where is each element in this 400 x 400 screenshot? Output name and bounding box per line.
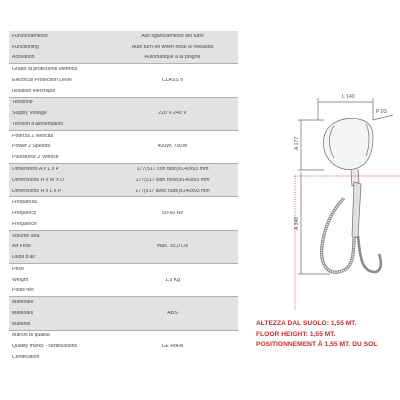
spec-value: Auto turn-on when hose is released [131, 44, 214, 50]
spec-row [9, 31, 238, 42]
floor-height-note-it: ALTEZZA DAL SUOLO: 1,55 MT. [256, 320, 357, 327]
spec-label: Tensione [12, 100, 33, 106]
spec-value: ABS [167, 310, 178, 316]
spec-row [9, 230, 238, 242]
spec-value: Allo sganciamento del tubo [141, 33, 204, 39]
spec-row [9, 108, 238, 119]
spec-label: Funzionamento [12, 33, 48, 39]
spec-row [9, 196, 238, 208]
floor-height-note-en: FLOOR HEIGHT: 1,55 MT. [256, 330, 336, 338]
spec-value: 50-60 Hz [161, 211, 184, 217]
spec-value: 177(517 with hose)x140x93 mm [135, 177, 210, 183]
spec-label: Weight [12, 277, 29, 283]
spec-row [9, 142, 238, 153]
spec-row [9, 175, 238, 186]
spec-row [9, 86, 238, 97]
spec-row [9, 319, 238, 330]
spec-row [9, 163, 238, 175]
spec-row [9, 286, 238, 297]
dryer-body [323, 118, 373, 169]
spec-row [9, 330, 238, 342]
spec-value: CLASS II [161, 77, 184, 83]
spec-value: 1,3 Kg [165, 277, 180, 283]
spec-value: 220 V-240 V [158, 111, 187, 117]
spec-label: Peso [12, 266, 24, 272]
spec-value: 177(517 con tubo)x140x93 mm [136, 166, 209, 172]
spec-row [9, 53, 238, 64]
spec-label: Fréquence [12, 221, 37, 227]
spec-label: Poids net [12, 288, 34, 294]
spec-row [9, 275, 238, 286]
spec-row [9, 263, 238, 275]
spec-row [9, 352, 238, 363]
spec-label: Débit d'air [12, 255, 36, 261]
spec-row [9, 42, 238, 53]
hose [322, 198, 354, 272]
spec-value: Automatique a la poigné [144, 55, 201, 61]
spec-label: Isolation électrique [12, 88, 56, 94]
spec-label: Poterza 2 velocità [12, 133, 54, 139]
spec-label: Frequenza [12, 200, 37, 206]
floor-height-line [295, 176, 400, 310]
spec-label: Electrical Protection Level [12, 77, 72, 83]
spec-value: max. 30,0 L/s [156, 244, 189, 250]
spec-label: Power 2 Speeds [12, 144, 51, 150]
spec-label: Materiale [12, 300, 34, 306]
spec-label: Volume aria [12, 233, 40, 239]
hose-label: A 340 [294, 216, 300, 230]
spec-row [9, 63, 238, 75]
spec-row [9, 208, 238, 219]
spec-row [9, 97, 238, 109]
spec-value: 177(517 avec tube)x140x93 mm [135, 188, 210, 194]
depth-dim-line [373, 115, 393, 120]
spec-value: 400W, 700W [157, 144, 188, 150]
product-diagram [254, 86, 400, 310]
spec-row [9, 75, 238, 86]
floor-height-notes [256, 319, 400, 351]
spec-row [9, 308, 238, 319]
spec-row [9, 119, 238, 130]
spec-label: Puissance 2 Vitesse [12, 155, 59, 161]
nozzle [352, 182, 361, 238]
spec-row [9, 252, 238, 263]
spec-value: CE RoHs [161, 344, 184, 350]
spec-row [9, 130, 238, 142]
spec-label: Materials [12, 310, 34, 316]
depth-label: P 93 [376, 109, 387, 115]
spec-row [9, 186, 238, 197]
width-label: L 140 [342, 94, 355, 100]
spec-table [9, 31, 238, 363]
spec-label: Dimensions H x W x D [12, 177, 64, 183]
spec-label: Frequency [12, 211, 37, 217]
spec-row [9, 341, 238, 352]
spec-row [9, 219, 238, 230]
spec-row [9, 152, 238, 163]
spec-label: Dimensions H x L x P [12, 188, 62, 194]
spec-label: Supply Voltage [12, 111, 47, 117]
spec-label: Dimensioni A x L x P [12, 166, 60, 172]
height-label: A 177 [294, 136, 300, 150]
spec-label: Quality marks - certifications [12, 344, 78, 350]
spec-label: Grado di protezione elettrica [12, 67, 78, 73]
spec-label: Certification [12, 354, 40, 360]
spec-label: Marchi di qualità [12, 333, 50, 339]
spec-label: Tension d'alimentation [12, 121, 64, 127]
spec-label: Activation [12, 55, 35, 61]
floor-height-note-fr: POSITIONNEMENT À 1,55 MT. DU SOL [256, 341, 378, 349]
spec-row [9, 242, 238, 253]
spec-row [9, 296, 238, 308]
spec-label: Matériel [12, 321, 31, 327]
spec-label: Functioning [12, 44, 39, 50]
spec-label: Air Flow [12, 244, 31, 250]
